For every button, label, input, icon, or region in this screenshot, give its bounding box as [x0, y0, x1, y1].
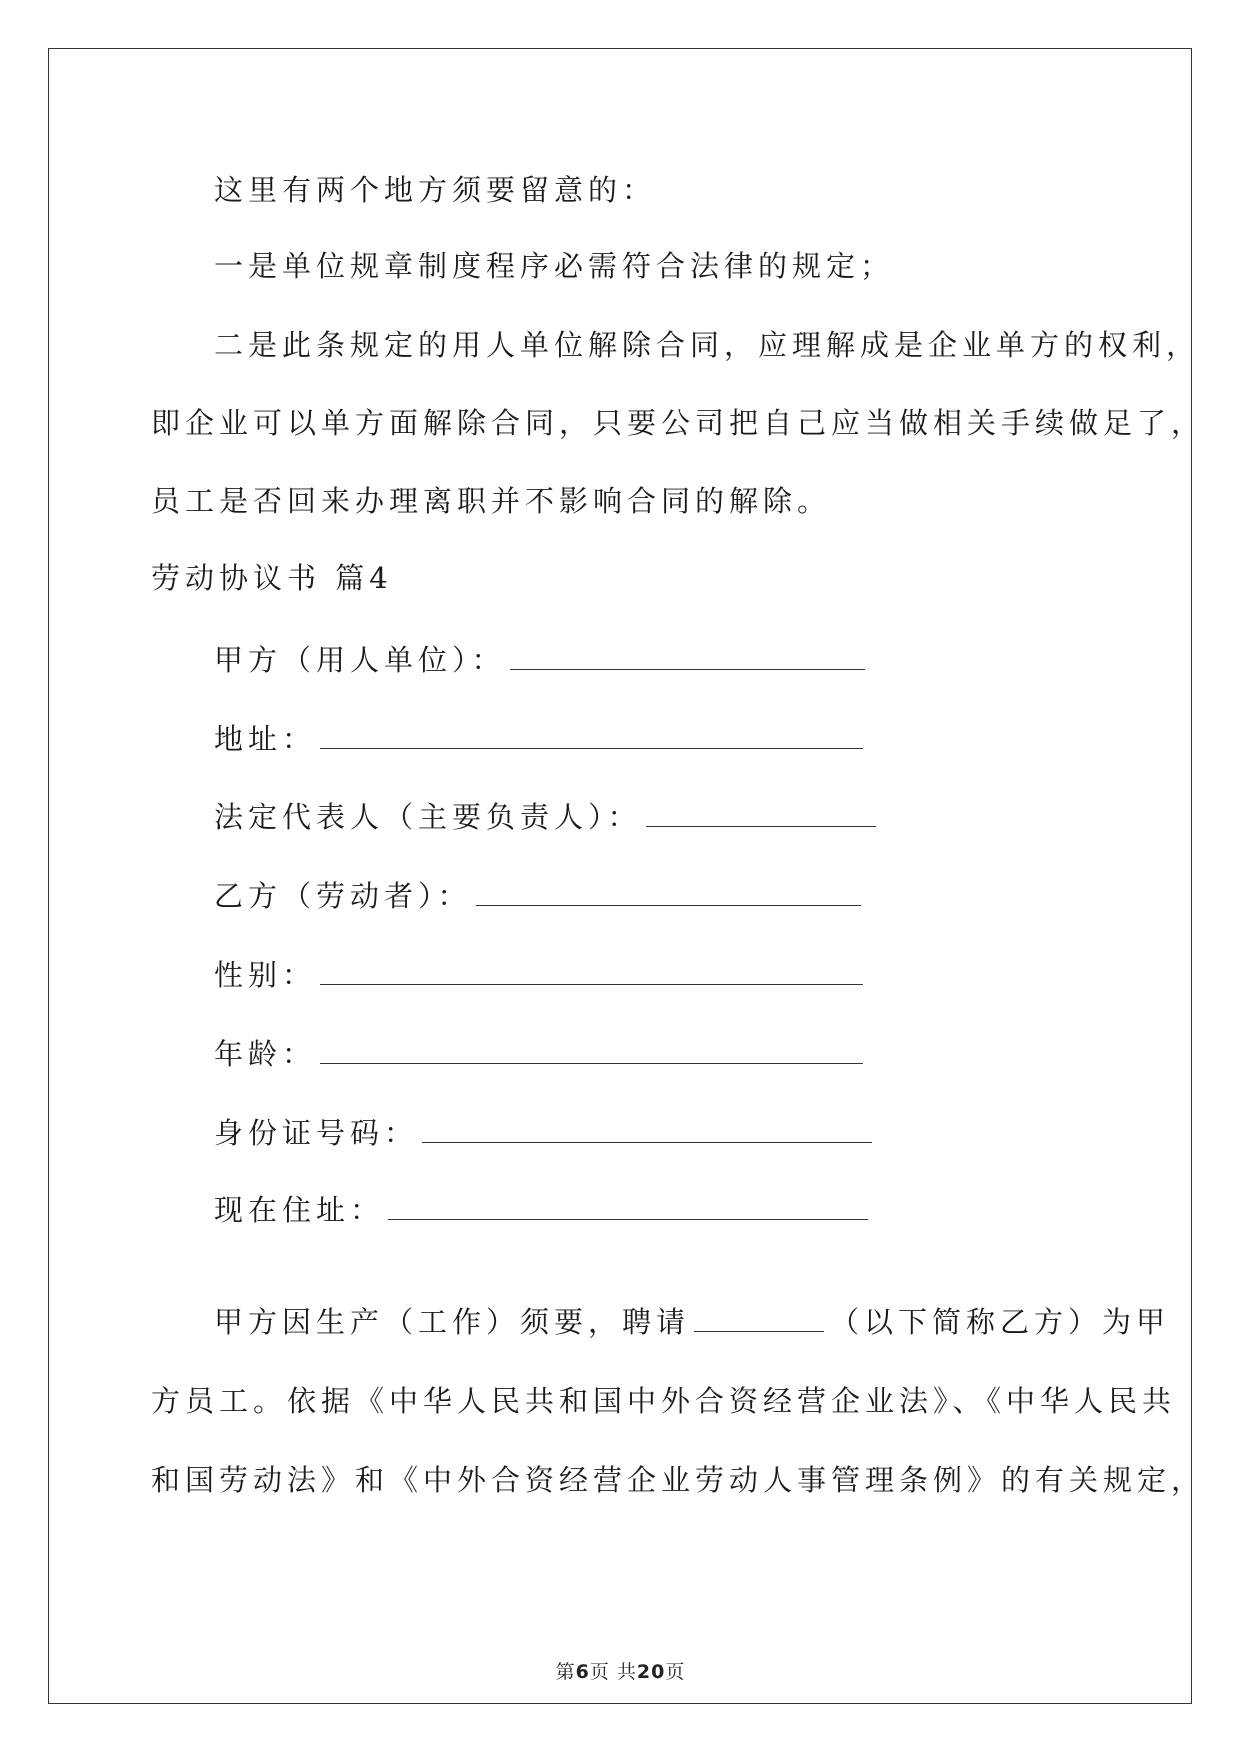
body-text: 甲方因生产（工作）须要，聘请 — [214, 1305, 691, 1339]
field-label: 甲方（用人单位）： — [214, 643, 506, 677]
blank-line — [694, 1307, 824, 1332]
blank-line — [510, 645, 865, 670]
body-text: （以下简称乙方）为甲 — [830, 1305, 1171, 1339]
blank-line — [646, 802, 876, 827]
field-gender — [214, 955, 863, 995]
page-total: 20 — [636, 1661, 666, 1683]
body-line-1 — [214, 1302, 1170, 1342]
footer-suffix: 页 — [665, 1661, 686, 1683]
blank-line — [320, 724, 863, 749]
field-address — [214, 719, 863, 759]
page-footer — [0, 1657, 1241, 1684]
paragraph-line: 二是此条规定的用人单位解除合同，应理解成是企业单方的权利， — [214, 328, 1201, 362]
body-line-2: 方员工。依据《中华人民共和国中外合资经营企业法》、《中华人民共 — [151, 1384, 1177, 1418]
field-label: 现在住址： — [214, 1193, 385, 1227]
field-label: 身份证号码： — [214, 1116, 419, 1150]
field-party-a — [214, 640, 865, 680]
field-label: 性别： — [214, 958, 317, 992]
paragraph-line: 员工是否回来办理离职并不影响合同的解除。 — [151, 484, 832, 518]
field-id-number — [214, 1113, 872, 1153]
blank-line — [320, 960, 863, 985]
footer-mid: 页 共 — [589, 1661, 637, 1683]
footer-prefix: 第 — [555, 1661, 576, 1683]
blank-line — [388, 1195, 868, 1220]
field-label: 乙方（劳动者）： — [214, 879, 472, 913]
section-heading: 劳动协议书 篇4 — [151, 561, 393, 595]
field-label: 年龄： — [214, 1037, 317, 1071]
field-label: 法定代表人（主要负责人）： — [214, 800, 642, 834]
blank-line — [320, 1039, 863, 1064]
body-line-3: 和国劳动法》和《中外合资经营企业劳动人事管理条例》的有关规定， — [151, 1463, 1206, 1497]
field-age — [214, 1034, 863, 1074]
paragraph-line: 一是单位规章制度程序必需符合法律的规定； — [214, 249, 895, 283]
field-party-b — [214, 876, 861, 916]
field-label: 地址： — [214, 722, 317, 756]
field-current-address — [214, 1190, 868, 1230]
paragraph-line: 即企业可以单方面解除合同，只要公司把自己应当做相关手续做足了， — [151, 406, 1206, 440]
field-legal-rep — [214, 797, 876, 837]
blank-line — [422, 1118, 872, 1143]
page-number: 6 — [575, 1661, 590, 1683]
blank-line — [476, 881, 861, 906]
paragraph-line: 这里有两个地方须要留意的： — [214, 173, 657, 207]
